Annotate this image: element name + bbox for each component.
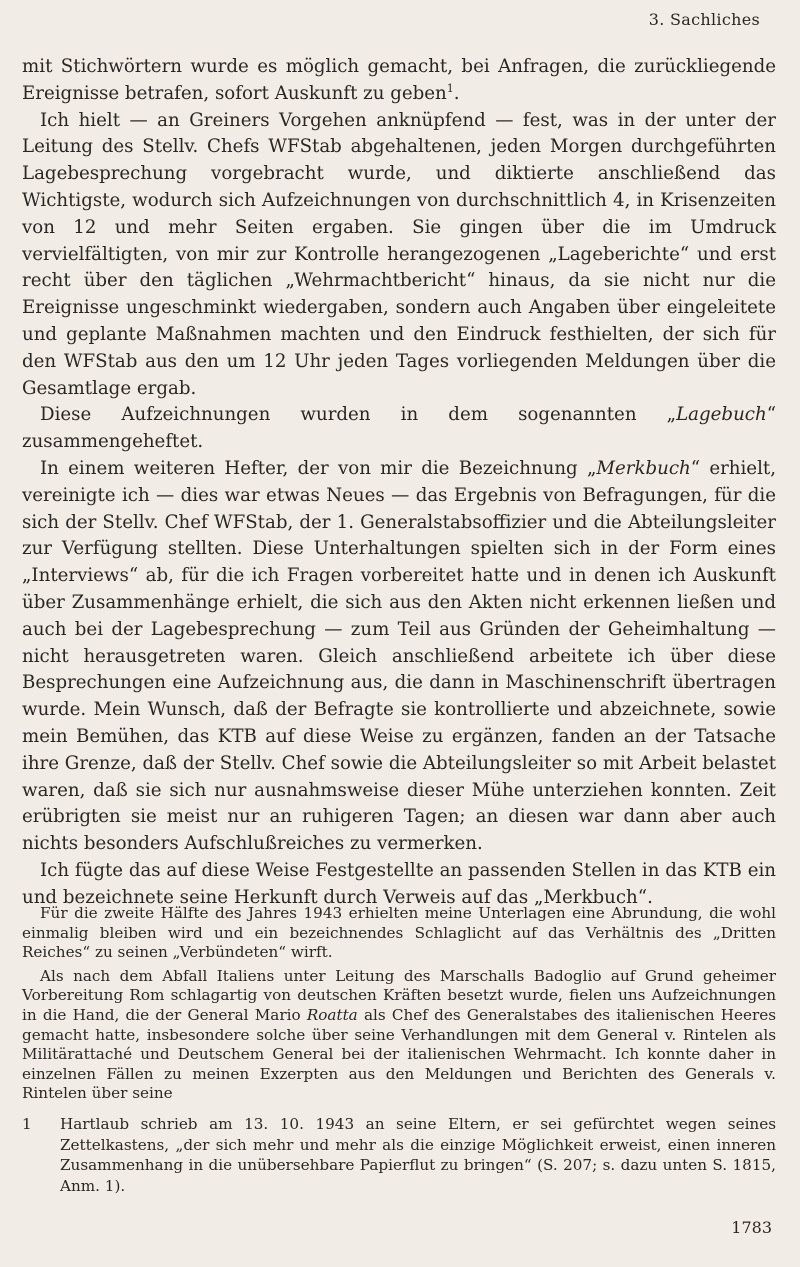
small-paragraph-2: Als nach dem Abfall Italiens unter Leitung des Marschalls Badoglio auf Grund geheimer Vorbereitung Rom schlagartig von deutschen Kräften besetzt wurde, fielen uns Aufzeichnungen in die Hand, die der General Mario Roatta als Chef des Generalstabes des italienischen Heeres gemacht hatte, insbesondere solche über seine Verhandlungen mit dem General v. Rintelen als Militärattaché und Deutschem General bei der italienischen Wehrmacht. Ich konnte daher in einzelnen Fällen zu meinen Exzerpten aus den Meldungen und Berichten des Generals v. Rintelen über seine (22, 966, 776, 1103)
page-number: 1783 (731, 1218, 772, 1237)
paragraph-1: mit Stichwörtern wurde es möglich gemacht, bei Anfragen, die zurückliegende Ereignisse betrafen, sofort Auskunft zu geben$^1$. (22, 56, 776, 104)
footnote-number: 1 (22, 1115, 32, 1133)
footnote-ref: 1 (446, 81, 454, 95)
running-header: 3. Sachliches (648, 10, 760, 29)
paragraph-4: In einem weiteren Hefter, der von mir die Bezeichnung „Merkbuch“ erhielt, vereinigte ich — dies war etwas Neues — das Ergebnis von Befragungen, für die sich der Stellv. Chef WFStab, der 1. Generalstabsoffizier und die Abteilungsleiter zur Verfügung stellten. Diese Unterhaltungen spielten sich in der Form eines „Interviews“ ab, für die ich Fragen vorbereitet hatte und in denen ich Auskunft über Zusammenhänge erhielt, die sich aus den Akten nicht erkennen ließen und auch bei der Lagebesprechung — zum Teil aus Gründen der Geheimhaltung — nicht herausgetreten waren. Gleich anschließend arbeitete ich über diese Besprechungen eine Aufzeichnung aus, die dann in Maschinenschrift übertragen wurde. Mein Wunsch, daß der Befragte sie kontrollierte und abzeichnete, sowie mein Bemühen, das KTB auf diese Weise zu ergänzen, fanden an der Tatsache ihre Grenze, daß der Stellv. Chef sowie die Abteilungsleiter so mit Arbeit belastet waren, daß sie sich nur ausnahmsweise dieser Mühe unterziehen konnten. Zeit erübrigten sie meist nur an ruhigeren Tagen; an diesen war dann aber auch nichts besonders Aufschlußreiches zu vermerken. (22, 457, 776, 855)
small-paragraph-1: Für die zweite Hälfte des Jahres 1943 erhielten meine Unterlagen eine Abrundung, die wohl einmalig bleiben wird und ein bezeichnendes Schlaglicht auf das Verhältnis des „Dritten Reiches“ zu seinen „Verbündeten“ wirft. (22, 904, 776, 962)
main-text (22, 54, 776, 912)
footnote-text: Hartlaub schrieb am 13. 10. 1943 an seine Eltern, er sei gefürchtet wegen seines Zettelkastens, „der sich mehr und mehr als die einzige Möglichkeit erweist, einen inneren Zusammenhang in die unübersehbare Papierflut zu bringen“ (S. 207; s. dazu unten S. 1815, Anm. 1). (60, 1115, 776, 1195)
small-print-text (22, 904, 776, 1108)
paragraph-2: Ich hielt — an Greiners Vorgehen anknüpfend — fest, was in der unter der Leitung des Stellv. Chefs WFStab abgehaltenen, jeden Morgen durchgeführten Lagebesprechung vorgebracht wurde, und diktierte anschließend das Wichtigste, wodurch sich Aufzeichnungen von durchschnittlich 4, in Krisenzeiten von 12 und mehr Seiten ergaben. Sie gingen über die im Umdruck vervielfältigten, von mir zur Kontrolle herangezogenen „Lageberichte“ und erst recht über den täglichen „Wehrmachtbericht“ hinaus, da sie nicht nur die Ereignisse ungeschminkt wiedergaben, sondern auch Angaben über eingeleitete und geplante Maßnahmen machten und den Eindruck festhielten, der sich für den WFStab aus den um 12 Uhr jeden Tages vorliegenden Meldungen über die Gesamtlage ergab. (22, 109, 776, 399)
paragraph-3: Diese Aufzeichnungen wurden in dem sogenannten „Lagebuch“ zusammengeheftet. (22, 404, 776, 453)
footnote (22, 1114, 776, 1196)
paragraph-5: Ich fügte das auf diese Weise Festgestellte an passenden Stellen in das KTB ein und bezeichnete seine Herkunft durch Verweis auf das „Merkbuch“. (22, 859, 776, 908)
